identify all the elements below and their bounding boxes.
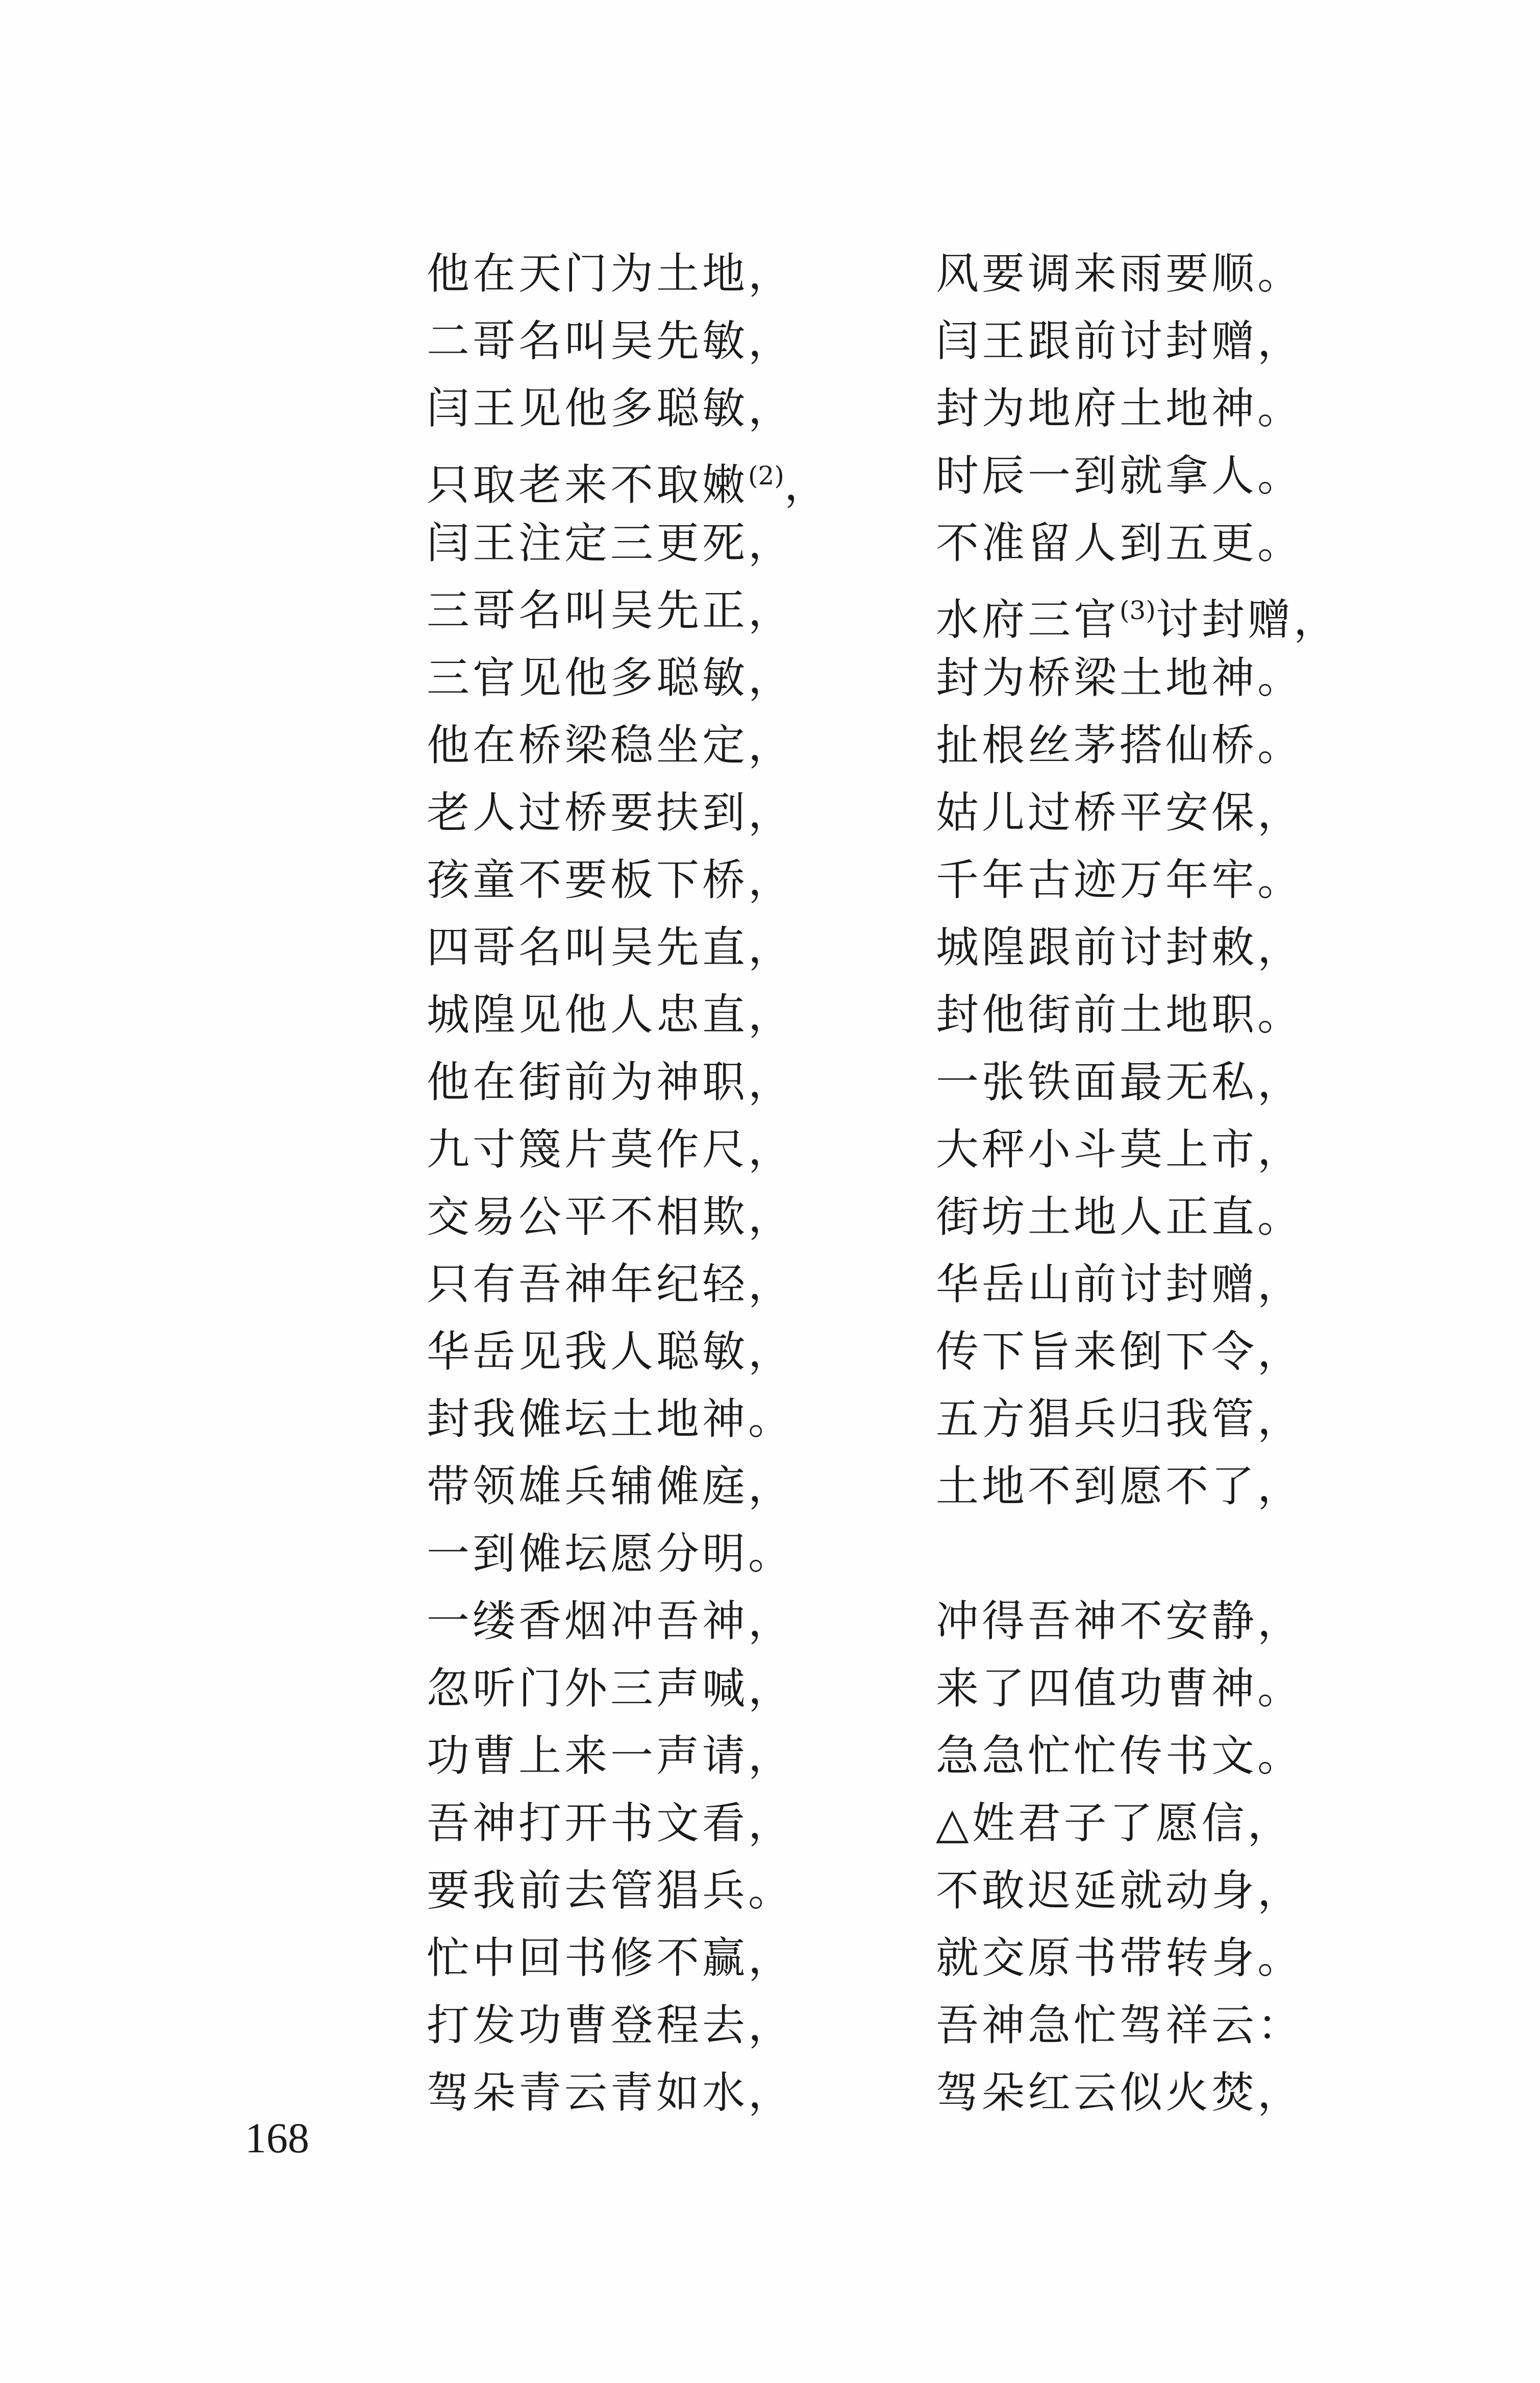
poem-line: 九寸篾片莫作尺， (427, 1124, 794, 1174)
poem-line: △姓君子了愿信， (936, 1798, 1294, 1848)
poem-line: 只取老来不取嫩$^{(2)}$， (427, 460, 830, 510)
poem-line: 封为地府土地神。 (936, 383, 1304, 433)
poem-line: 他在桥梁稳坐定， (427, 720, 794, 770)
poem-line: 风要调来雨要顺。 (936, 249, 1304, 299)
poem-line: 他在街前为神职， (427, 1057, 794, 1107)
poem-line: 五方猖兵归我管， (936, 1394, 1304, 1444)
poem-line: 时辰一到就拿人。 (936, 451, 1304, 501)
poem-line: 老人过桥要扶到， (427, 788, 794, 838)
poem-line: 他在天门为土地， (427, 249, 794, 299)
poem-line-empty (936, 1520, 1339, 1587)
page-number: 168 (245, 2115, 309, 2162)
poem-line: 三官见他多聪敏， (427, 653, 794, 703)
poem-line: 孩童不要板下桥， (427, 855, 794, 905)
poem-line: 就交原书带转身。 (936, 1933, 1304, 1983)
poem-line: 功曹上来一声请， (427, 1731, 794, 1781)
poem-line: 忙中回书修不赢， (427, 1933, 794, 1983)
poem-line: 水府三官$^{(3)}$讨封赠， (936, 595, 1339, 645)
poem-line: 城隍见他人忠直， (427, 990, 794, 1040)
footnote-marker: (2) (748, 461, 784, 490)
poem-line: 华岳见我人聪敏， (427, 1326, 794, 1377)
poem-line: 闫王见他多聪敏， (427, 383, 794, 433)
poem-line: 闫王跟前讨封赠， (936, 316, 1304, 366)
footnote-marker: (3) (1120, 596, 1156, 625)
poem-line: 传下旨来倒下令， (936, 1326, 1304, 1377)
poem-line: 一张铁面最无私， (936, 1057, 1304, 1107)
poem-line: 大秤小斗莫上市， (936, 1124, 1304, 1174)
poem-line: 打发功曹登程去， (427, 2000, 794, 2050)
poem-line: 扯根丝茅搭仙桥。 (936, 720, 1304, 770)
poem-line: 闫王注定三更死， (427, 518, 794, 568)
poem-line: 驾朵红云似火焚， (936, 2068, 1304, 2118)
poem-line: 一到傩坛愿分明。 (427, 1529, 794, 1579)
poem-column-left (427, 240, 830, 2126)
poem-line: 华岳山前讨封赠， (936, 1259, 1304, 1309)
poem-line: 带领雄兵辅傩庭， (427, 1461, 794, 1511)
poem-column-right (936, 240, 1339, 2126)
poem-line: 四哥名叫吴先直， (427, 922, 794, 972)
poem-line: 封我傩坛土地神。 (427, 1394, 794, 1444)
poem-line: 二哥名叫吴先敏， (427, 316, 794, 366)
poem-line: 一缕香烟冲吾神， (427, 1596, 794, 1646)
poem-line: 冲得吾神不安静， (936, 1596, 1304, 1646)
poem-line: 来了四值功曹神。 (936, 1663, 1304, 1713)
poem-line: 驾朵青云青如水， (427, 2068, 794, 2118)
poem-line: 只有吾神年纪轻， (427, 1259, 794, 1309)
poem-line: 土地不到愿不了， (936, 1461, 1304, 1511)
poem-line: 姑儿过桥平安保， (936, 788, 1304, 838)
poem-line: 吾神打开书文看， (427, 1798, 794, 1848)
poem-line: 吾神急忙驾祥云： (936, 2000, 1304, 2050)
poem-line: 不敢迟延就动身， (936, 1865, 1304, 1915)
poem-line: 封他街前土地职。 (936, 990, 1304, 1040)
poem-line: 三哥名叫吴先正， (427, 585, 794, 635)
poem-line: 封为桥梁土地神。 (936, 653, 1304, 703)
poem-line: 交易公平不相欺， (427, 1192, 794, 1242)
poem-line: 忽听门外三声喊， (427, 1663, 794, 1713)
poem-line: 千年古迹万年牢。 (936, 855, 1304, 905)
poem-line: 街坊土地人正直。 (936, 1192, 1304, 1242)
poem-line: 急急忙忙传书文。 (936, 1731, 1304, 1781)
poem-line: 城隍跟前讨封敕， (936, 922, 1304, 972)
poem-line: 不准留人到五更。 (936, 518, 1304, 568)
poem-line: 要我前去管猖兵。 (427, 1865, 794, 1915)
